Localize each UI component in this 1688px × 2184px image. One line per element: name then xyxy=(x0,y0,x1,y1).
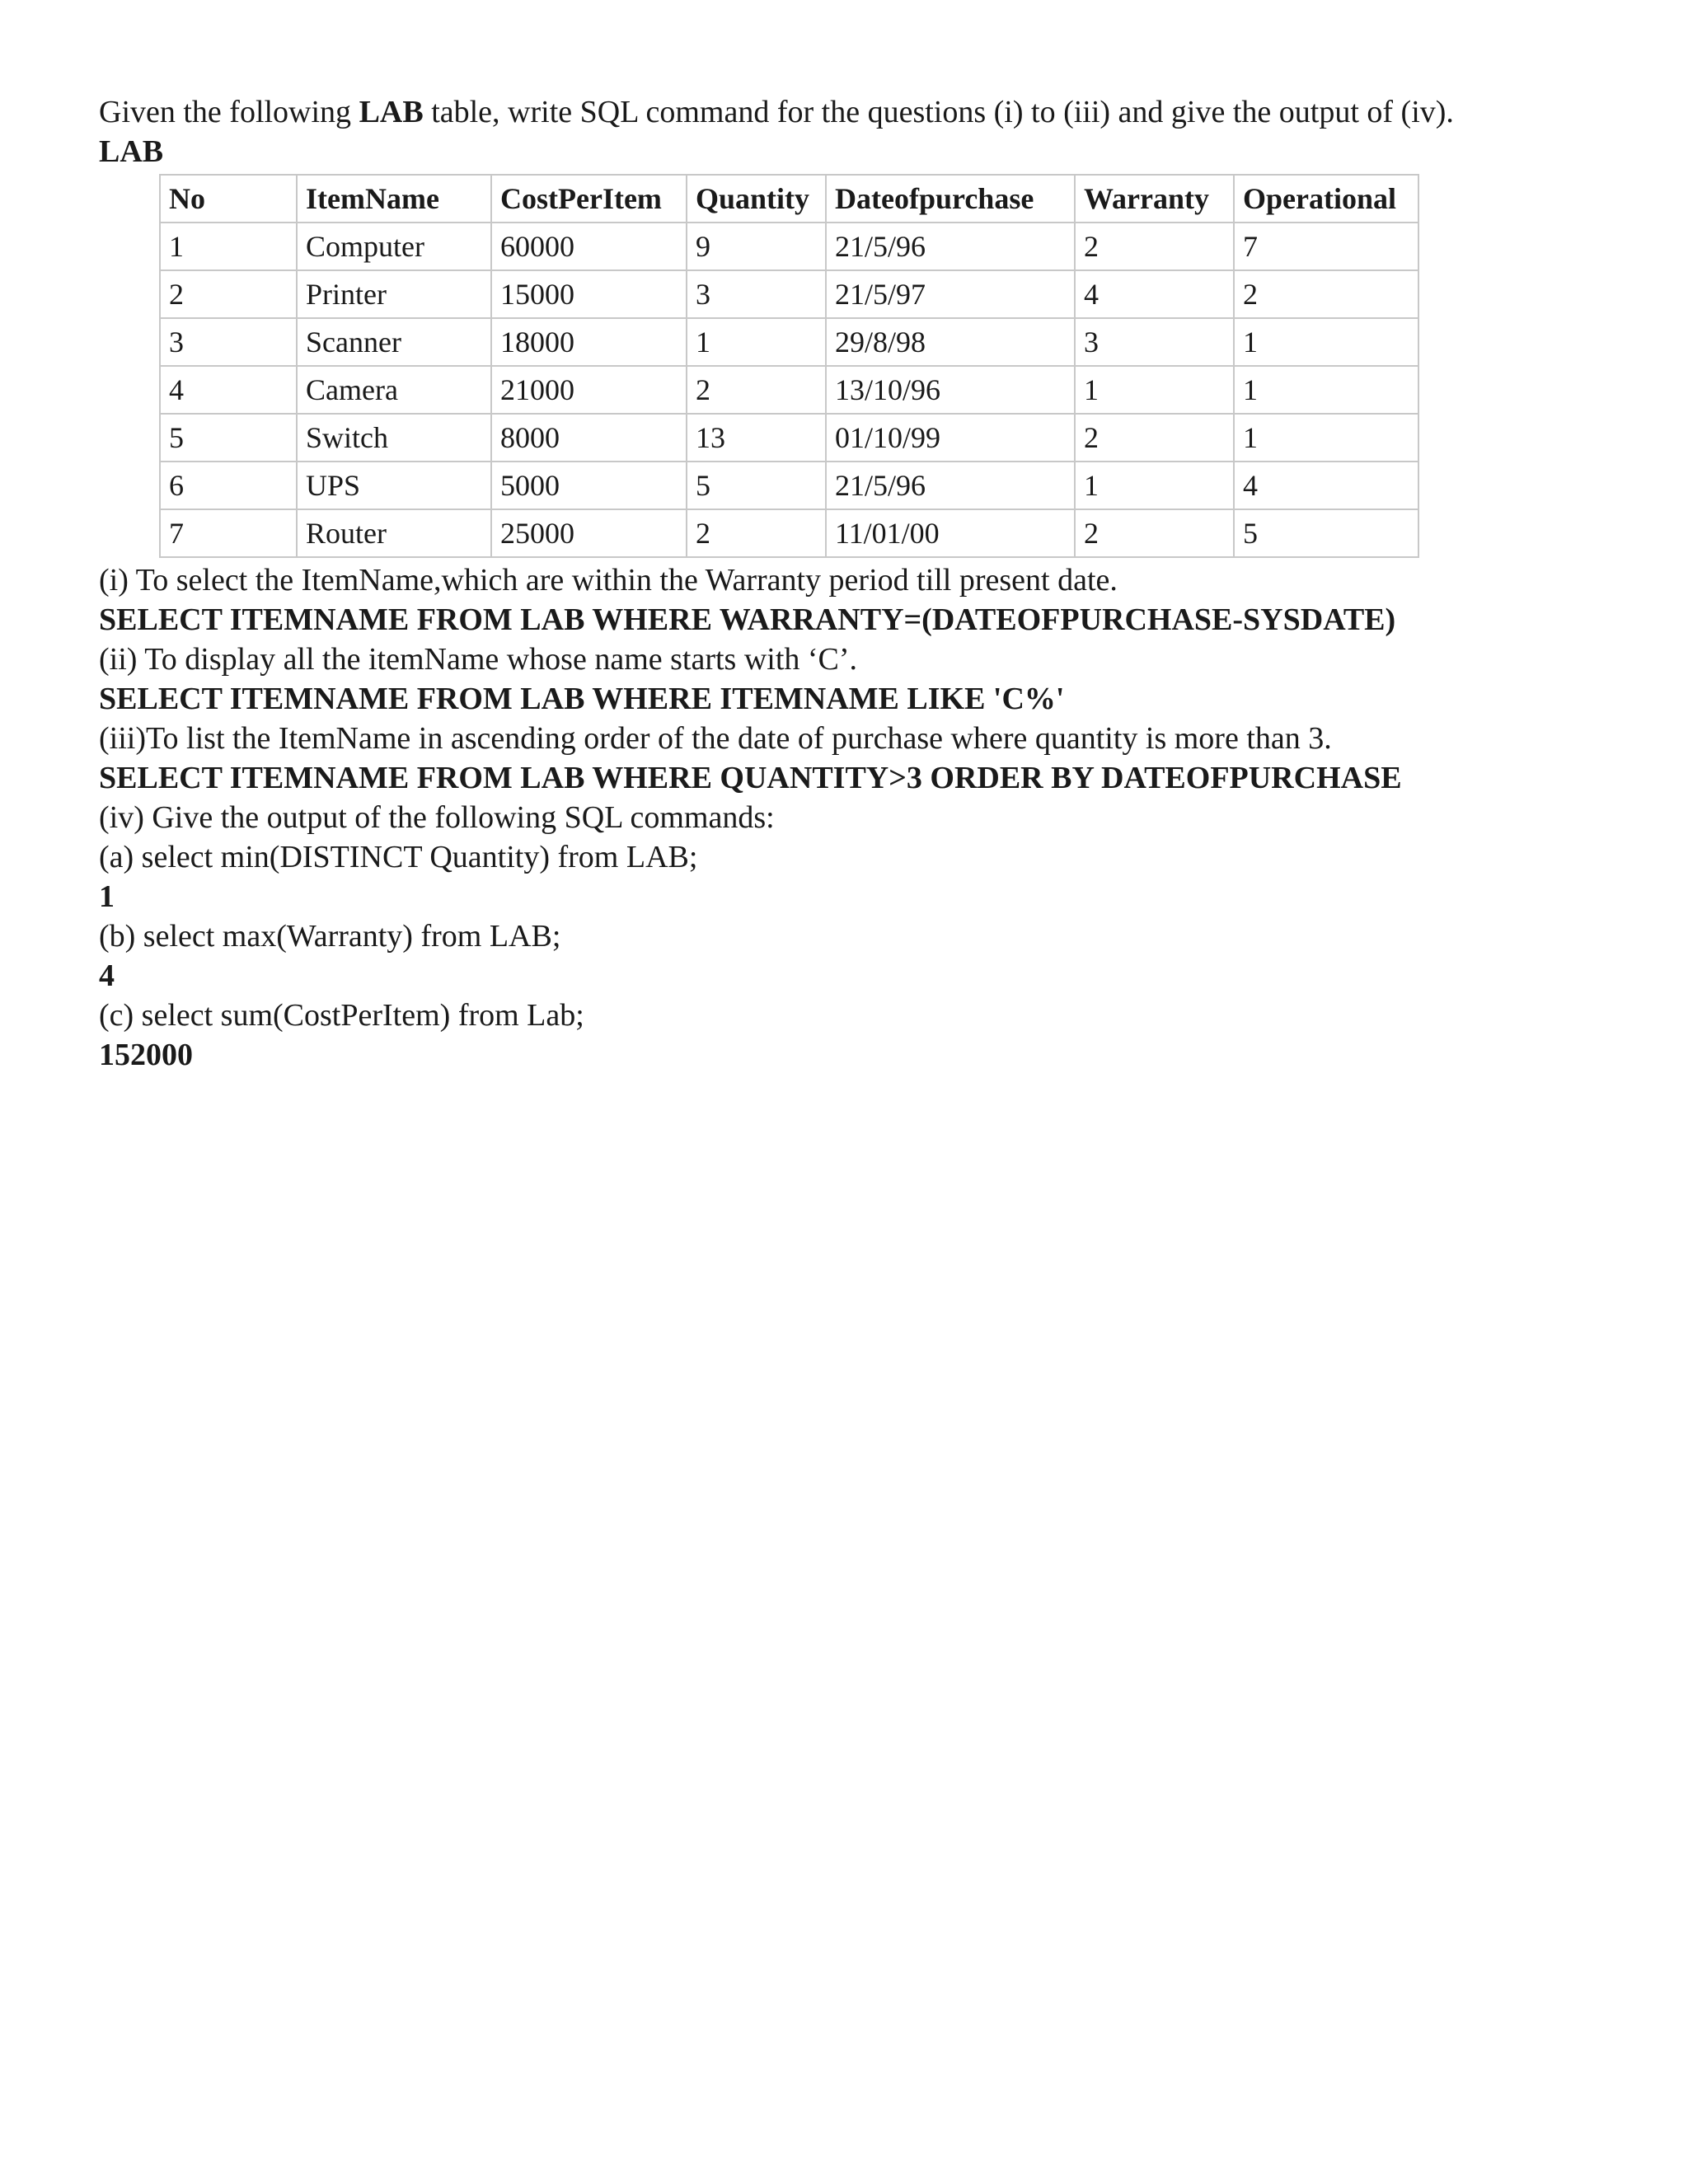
table-cell: 29/8/98 xyxy=(826,318,1075,366)
table-cell: 2 xyxy=(687,509,826,557)
output-a: 1 xyxy=(99,879,115,914)
header-itemname: ItemName xyxy=(297,175,491,223)
header-costperitem: CostPerItem xyxy=(491,175,687,223)
table-cell: 5000 xyxy=(491,462,687,509)
table-cell: UPS xyxy=(297,462,491,509)
table-row xyxy=(160,223,1418,270)
header-warranty: Warranty xyxy=(1075,175,1234,223)
table-cell: 1 xyxy=(1075,462,1234,509)
table-title: LAB xyxy=(99,134,164,169)
table-cell: 3 xyxy=(160,318,297,366)
table-cell: 21/5/97 xyxy=(826,270,1075,318)
table-cell: 2 xyxy=(687,366,826,414)
question-1: (i) To select the ItemName,which are within the Warranty period till present date. xyxy=(99,563,1118,598)
intro-text xyxy=(99,92,1599,132)
table-cell: 1 xyxy=(687,318,826,366)
command-c: (c) select sum(CostPerItem) from Lab; xyxy=(99,998,584,1033)
table-row xyxy=(160,318,1418,366)
table-cell: 2 xyxy=(160,270,297,318)
answer-3: SELECT ITEMNAME FROM LAB WHERE QUANTITY>3 ORDER BY DATEOFPURCHASE xyxy=(99,761,1402,795)
table-cell: 9 xyxy=(687,223,826,270)
table-cell: 8000 xyxy=(491,414,687,462)
table-cell: Router xyxy=(297,509,491,557)
table-cell: 11/01/00 xyxy=(826,509,1075,557)
header-operational: Operational xyxy=(1234,175,1418,223)
table-cell: 2 xyxy=(1075,223,1234,270)
output-b: 4 xyxy=(99,958,115,993)
table-cell: Scanner xyxy=(297,318,491,366)
table-row xyxy=(160,462,1418,509)
table-cell: 18000 xyxy=(491,318,687,366)
table-cell: 5 xyxy=(160,414,297,462)
table-cell: 2 xyxy=(1075,414,1234,462)
table-row xyxy=(160,270,1418,318)
table-cell: Printer xyxy=(297,270,491,318)
table-cell: 3 xyxy=(1075,318,1234,366)
answer-2: SELECT ITEMNAME FROM LAB WHERE ITEMNAME LIKE 'C%' xyxy=(99,682,1065,716)
table-cell: 2 xyxy=(1075,509,1234,557)
table-cell: 21000 xyxy=(491,366,687,414)
command-b: (b) select max(Warranty) from LAB; xyxy=(99,919,561,954)
table-cell: 4 xyxy=(1234,462,1418,509)
table-cell: 13/10/96 xyxy=(826,366,1075,414)
table-cell: 21/5/96 xyxy=(826,223,1075,270)
table-cell: 7 xyxy=(1234,223,1418,270)
table-cell: 5 xyxy=(1234,509,1418,557)
table-cell: 3 xyxy=(687,270,826,318)
table-cell: 6 xyxy=(160,462,297,509)
intro-after: table, write SQL command for the questions (i) to (iii) and give the output of (iv). xyxy=(423,95,1454,129)
table-row xyxy=(160,509,1418,557)
table-cell: 1 xyxy=(1234,366,1418,414)
table-cell: Camera xyxy=(297,366,491,414)
lab-table xyxy=(159,174,1419,558)
table-cell: 4 xyxy=(1075,270,1234,318)
table-cell: Switch xyxy=(297,414,491,462)
header-dateofpurchase: Dateofpurchase xyxy=(826,175,1075,223)
question-3: (iii)To list the ItemName in ascending order of the date of purchase where quantity is more than 3. xyxy=(99,721,1332,756)
command-a: (a) select min(DISTINCT Quantity) from LAB; xyxy=(99,840,698,874)
question-2: (ii) To display all the itemName whose name starts with ‘C’. xyxy=(99,642,858,677)
table-cell: 15000 xyxy=(491,270,687,318)
table-cell: 01/10/99 xyxy=(826,414,1075,462)
intro-before: Given the following xyxy=(99,95,359,129)
table-cell: 7 xyxy=(160,509,297,557)
header-no: No xyxy=(160,175,297,223)
question-4: (iv) Give the output of the following SQL commands: xyxy=(99,800,775,835)
intro-table-name: LAB xyxy=(359,95,424,129)
table-cell: 1 xyxy=(1234,318,1418,366)
table-cell: 4 xyxy=(160,366,297,414)
table-cell: 25000 xyxy=(491,509,687,557)
table-header-row xyxy=(160,175,1418,223)
table-cell: 5 xyxy=(687,462,826,509)
table-cell: 21/5/96 xyxy=(826,462,1075,509)
table-cell: 13 xyxy=(687,414,826,462)
table-cell: 1 xyxy=(160,223,297,270)
table-row xyxy=(160,414,1418,462)
table-cell: 1 xyxy=(1234,414,1418,462)
table-cell: 1 xyxy=(1075,366,1234,414)
document-page xyxy=(99,92,1599,1075)
table-row xyxy=(160,366,1418,414)
table-cell: 2 xyxy=(1234,270,1418,318)
table-cell: Computer xyxy=(297,223,491,270)
header-quantity: Quantity xyxy=(687,175,826,223)
table-cell: 60000 xyxy=(491,223,687,270)
output-c: 152000 xyxy=(99,1038,193,1072)
answer-1: SELECT ITEMNAME FROM LAB WHERE WARRANTY=(DATEOFPURCHASE-SYSDATE) xyxy=(99,602,1396,637)
